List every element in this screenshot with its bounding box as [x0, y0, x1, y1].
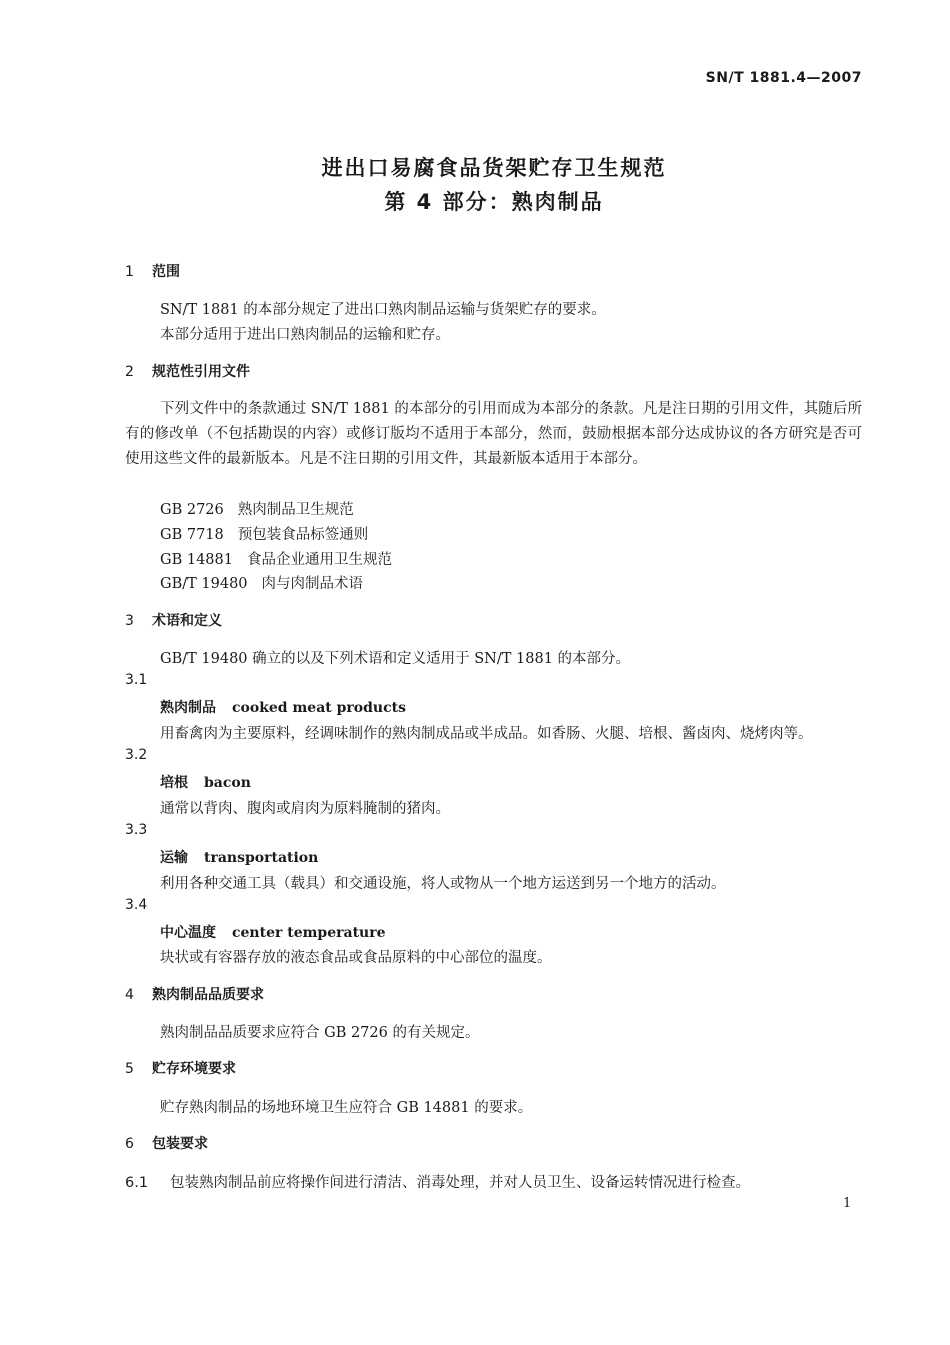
reference-title: 食品企业通用卫生规范	[246, 552, 392, 568]
term-cn: 运输	[160, 850, 188, 866]
section-1-heading	[125, 261, 180, 281]
term-definition: 通常以背肉、腹肉或肩肉为原料腌制的猪肉。	[160, 801, 450, 817]
standard-code: SN/T 1881.4—2007	[705, 70, 862, 86]
reference-title: 预包装食品标签通则	[237, 527, 369, 543]
term-en: transportation	[204, 850, 319, 866]
term-heading	[160, 697, 406, 717]
paragraph: 本部分适用于进出口熟肉制品的运输和贮存。	[160, 327, 450, 343]
reference-item	[160, 572, 363, 593]
term-cn: 中心温度	[160, 925, 216, 941]
term-definition: 块状或有容器存放的液态食品或食品原料的中心部位的温度。	[160, 950, 552, 966]
reference-item	[160, 498, 354, 519]
section-number: 5	[125, 1061, 134, 1077]
document-subtitle: 第 4 部分：熟肉制品	[384, 190, 604, 214]
term-number: 3.4	[125, 897, 148, 913]
clause-number: 6.1	[125, 1175, 149, 1191]
term-cn: 熟肉制品	[160, 700, 216, 716]
term-number: 3.1	[125, 672, 148, 688]
term-heading	[160, 922, 386, 942]
reference-code: GB/T 19480	[160, 576, 248, 592]
reference-code: GB 7718	[160, 527, 224, 543]
document-title: 进出口易腐食品货架贮存卫生规范	[321, 156, 667, 180]
term-en: cooked meat products	[232, 700, 406, 716]
section-number: 1	[125, 264, 134, 280]
clause-text: 包装熟肉制品前应将操作间进行清洁、消毒处理，并对人员卫生、设备运转情况进行检查。	[170, 1175, 750, 1191]
section-2-heading	[125, 361, 250, 381]
section-5-heading	[125, 1058, 236, 1078]
normative-references-intro: 下列文件中的条款通过 SN/T 1881 的本部分的引用而成为本部分的条款。凡是注日期的引用文件，其随后所有的修改单（不包括勘误的内容）或修订版均不适用于本部分，然而，鼓励根据本部分达成协议的各方研究是否可使用这些文件的最新版本。凡是不注日期的引用文件，其最新版本适用于本部分。	[125, 401, 862, 467]
section-4-heading	[125, 984, 264, 1004]
paragraph: 贮存熟肉制品的场地环境卫生应符合 GB 14881 的要求。	[160, 1100, 533, 1116]
reference-title: 熟肉制品卫生规范	[237, 502, 354, 518]
section-number: 2	[125, 364, 134, 380]
paragraph: SN/T 1881 的本部分规定了进出口熟肉制品运输与货架贮存的要求。	[160, 302, 606, 318]
reference-item	[160, 523, 368, 544]
section-title: 术语和定义	[152, 613, 222, 629]
term-heading	[160, 847, 318, 867]
section-number: 3	[125, 613, 134, 629]
reference-code: GB 14881	[160, 552, 233, 568]
clause-6-1	[125, 1171, 750, 1192]
term-number: 3.3	[125, 822, 148, 838]
page-number: 1	[843, 1196, 852, 1211]
section-6-heading	[125, 1133, 208, 1153]
section-title: 贮存环境要求	[152, 1061, 236, 1077]
term-definition: 利用各种交通工具（载具）和交通设施，将人或物从一个地方运送到另一个地方的活动。	[160, 876, 726, 892]
section-title: 熟肉制品品质要求	[152, 987, 264, 1003]
reference-code: GB 2726	[160, 502, 224, 518]
section-number: 6	[125, 1136, 134, 1152]
section-title: 范围	[152, 264, 180, 280]
reference-item	[160, 548, 392, 569]
section-title: 包装要求	[152, 1136, 208, 1152]
section-3-heading	[125, 610, 222, 630]
reference-title: 肉与肉制品术语	[261, 576, 364, 592]
term-en: bacon	[204, 775, 251, 791]
paragraph: 熟肉制品品质要求应符合 GB 2726 的有关规定。	[160, 1025, 480, 1041]
term-definition: 用畜禽肉为主要原料，经调味制作的熟肉制成品或半成品。如香肠、火腿、培根、酱卤肉、烧烤肉等。	[160, 726, 813, 742]
paragraph: GB/T 19480 确立的以及下列术语和定义适用于 SN/T 1881 的本部分。	[160, 651, 631, 667]
section-title: 规范性引用文件	[152, 364, 250, 380]
section-number: 4	[125, 987, 134, 1003]
term-heading	[160, 772, 251, 792]
term-cn: 培根	[160, 775, 188, 791]
term-number: 3.2	[125, 747, 148, 763]
term-en: center temperature	[232, 925, 386, 941]
